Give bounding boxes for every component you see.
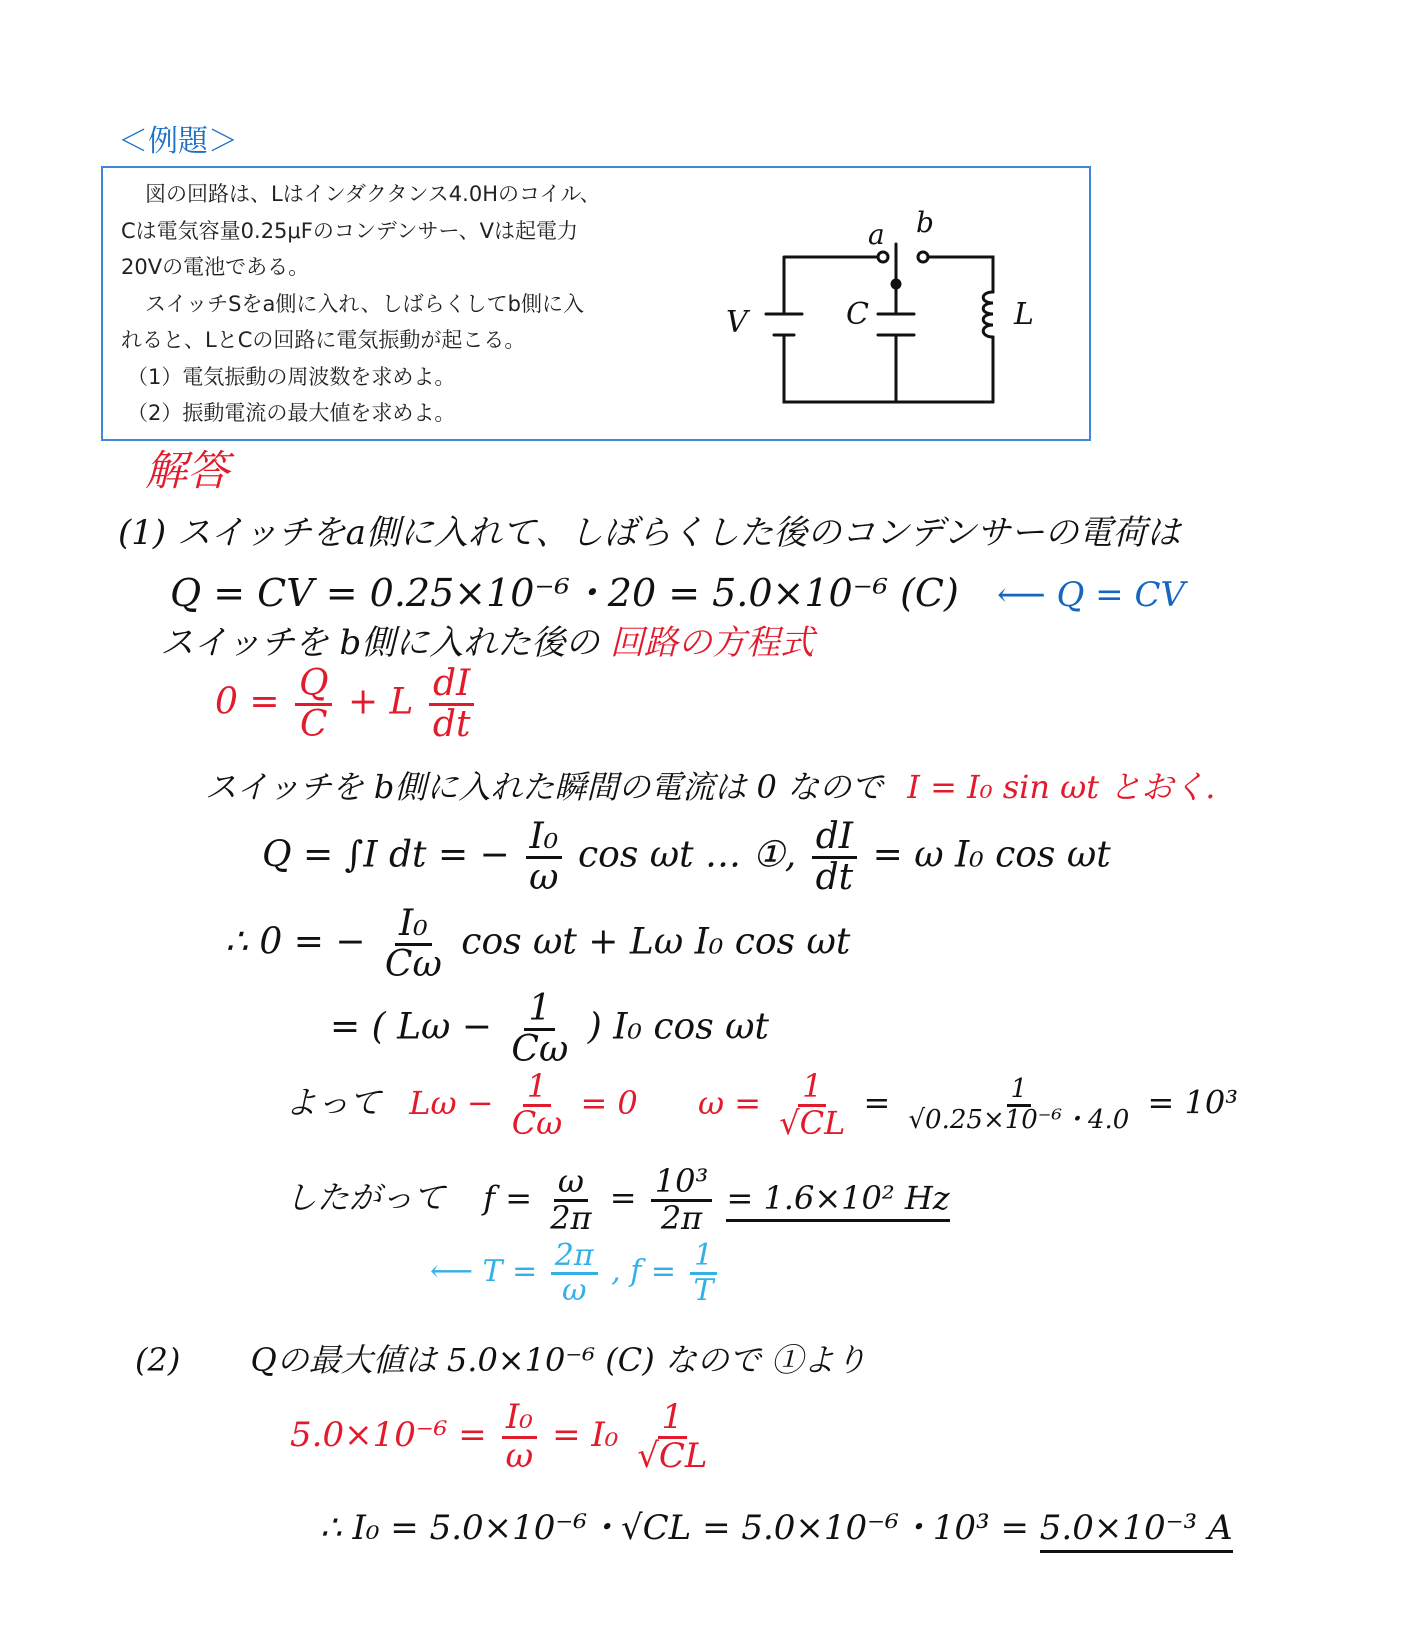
frac-den: Cω — [511, 1028, 569, 1070]
period-b: , f = — [611, 1254, 676, 1289]
fraction-1-over-cw-red — [508, 1067, 567, 1142]
frac-num: 1 — [524, 990, 555, 1031]
frac-num: I₀ — [395, 905, 432, 946]
frac-num: ω — [554, 1165, 588, 1202]
current-assumption: I = I₀ sin ωt とおく. — [907, 768, 1216, 806]
fraction-q-over-c — [295, 665, 333, 744]
fraction-1-over-cw — [507, 990, 572, 1069]
eq7-a: ∴ 0 = − — [225, 921, 366, 963]
eq4-lhs: 0 = — [215, 681, 280, 723]
answer-line-10 — [285, 1162, 950, 1237]
eq6-a: Q = ∫I dt = − — [262, 834, 510, 876]
fraction-2pi-over-w — [551, 1240, 598, 1306]
freq-a: f = — [483, 1178, 533, 1217]
circuit-equation-label: 回路の方程式 — [610, 623, 815, 663]
answer-line-2 — [170, 562, 1185, 617]
eq7-b: cos ωt + Lω I₀ cos ωt — [461, 921, 851, 963]
answer-line-8 — [330, 990, 769, 1069]
frac-num: 2π — [551, 1240, 598, 1275]
circuit-equation-intro: スイッチを b側に入れた後の — [160, 623, 600, 663]
fraction-i0-over-w-red — [502, 1397, 538, 1476]
frac-den: √CL — [637, 1435, 708, 1476]
label-l: L — [1014, 297, 1034, 332]
frac-den: ω — [561, 1272, 587, 1308]
period-a: ⟵ T = — [430, 1254, 538, 1289]
answer-line-1: (1) スイッチをa側に入れて、しばらくした後のコンデンサーの電荷は — [118, 513, 1181, 553]
charge-equation: Q = CV = 0.25×10⁻⁶・20 = 5.0×10⁻⁶ (C) — [170, 571, 959, 615]
frac-num: Q — [295, 665, 333, 706]
answer-line-9 — [285, 1067, 1239, 1142]
frac-den: 2π — [660, 1198, 703, 1237]
fraction-1-over-sqrt-cl — [775, 1067, 849, 1142]
frac-den: Cω — [511, 1103, 563, 1142]
frac-num: 10³ — [651, 1165, 713, 1202]
problem-line-2: Cは電気容量0.25μFのコンデンサー、Vは起電力 — [121, 218, 578, 243]
fraction-i0-over-cw — [381, 905, 446, 984]
eq13-b: = I₀ — [552, 1415, 619, 1456]
fraction-1-over-t — [690, 1240, 718, 1306]
inductor-coil — [983, 292, 993, 337]
omega-formula — [697, 1067, 864, 1142]
fraction-di-dt-2 — [812, 818, 858, 897]
fraction-1e3-over-2pi — [651, 1162, 713, 1237]
answer-line-6 — [262, 818, 1111, 897]
eq4-mid: + L — [347, 681, 414, 723]
problem-line-3: 20Vの電池である。 — [121, 255, 310, 279]
frac-num: 1 — [523, 1070, 551, 1107]
frac-den: ω — [505, 1435, 534, 1476]
therefore-label: よって — [285, 1083, 382, 1122]
terminal-a — [878, 252, 888, 262]
frac-den: T — [693, 1272, 714, 1308]
problem-line-5: れると、LとCの回路に電気振動が起こる。 — [121, 328, 526, 352]
frac-den: 2π — [550, 1198, 592, 1237]
max-current-equation: ∴ I₀ = 5.0×10⁻⁶・√CL = 5.0×10⁻⁶・10³ = — [320, 1508, 1029, 1548]
circuit-wire-left — [784, 257, 993, 402]
frac-num: I₀ — [502, 1400, 537, 1439]
question-2: （2）振動電流の最大値を求めよ。 — [127, 401, 456, 425]
part-2-label: (2) — [135, 1341, 181, 1379]
omega-result: = 10³ — [1147, 1083, 1239, 1122]
omega-eq: = — [863, 1083, 891, 1122]
frac-den: dt — [432, 703, 471, 745]
fraction-1-over-sqrt-cl-red — [633, 1397, 711, 1476]
page-heading: ＜例題＞ — [118, 124, 238, 159]
cond-a: Lω − — [409, 1083, 494, 1122]
frac-den: dt — [815, 856, 854, 898]
answer-line-12 — [135, 1335, 867, 1381]
answer-line-4 — [215, 665, 478, 744]
label-b: b — [916, 206, 934, 239]
fraction-di-dt — [429, 665, 475, 744]
label-v: V — [726, 305, 748, 340]
frac-den: Cω — [384, 943, 442, 985]
label-c: C — [846, 297, 869, 332]
frac-num: 1 — [658, 1400, 688, 1439]
answer-line-5 — [205, 762, 1215, 808]
fraction-i0-over-w — [525, 818, 562, 897]
cond-b: = 0 — [580, 1083, 638, 1122]
answer-line-13 — [290, 1397, 716, 1476]
charge-formula-note: ⟵ Q = CV — [996, 575, 1186, 615]
answer-line-7 — [225, 905, 850, 984]
fraction-omega-value — [904, 1076, 1133, 1134]
max-current-answer: 5.0×10⁻³ A — [1040, 1508, 1233, 1553]
freq-eq: = — [609, 1178, 637, 1217]
eq13-a: 5.0×10⁻⁶ = — [290, 1415, 487, 1456]
problem-box — [101, 166, 1091, 441]
problem-line-1: 図の回路は、Lはインダクタンス4.0Hのコイル、 — [145, 182, 601, 206]
question-1: （1）電気振動の周波数を求めよ。 — [127, 364, 456, 389]
label-a: a — [868, 218, 885, 251]
hence-label: したがって — [285, 1178, 446, 1217]
eq6-c: = ω I₀ cos ωt — [872, 834, 1111, 876]
frac-num: 1 — [798, 1070, 826, 1107]
frac-den: √0.25×10⁻⁶・4.0 — [908, 1104, 1130, 1135]
omega-a: ω = — [697, 1083, 762, 1122]
frac-num: dI — [812, 818, 857, 859]
eq8-a: = ( Lω − — [330, 1006, 492, 1048]
fraction-w-over-2pi — [546, 1162, 595, 1237]
frac-den: C — [299, 703, 328, 745]
answer-line-3 — [160, 615, 814, 664]
initial-current-text: スイッチを b側に入れた瞬間の電流は 0 なので — [205, 768, 884, 806]
answer-title: 解答 — [145, 446, 230, 495]
eq6-b: cos ωt … ①, — [577, 834, 797, 876]
frac-num: I₀ — [526, 818, 563, 859]
frac-num: 1 — [690, 1240, 717, 1275]
problem-line-4: スイッチSをa側に入れ、しばらくしてb側に入 — [145, 291, 584, 316]
problem-text — [121, 176, 681, 432]
frac-den: ω — [529, 856, 559, 898]
frequency-answer: = 1.6×10² Hz — [726, 1179, 949, 1222]
eq8-b: ) I₀ cos ωt — [587, 1006, 769, 1048]
circuit-diagram — [718, 202, 1158, 427]
frac-num: 1 — [1007, 1076, 1032, 1106]
answer-line-14 — [320, 1500, 1233, 1549]
frac-den: √CL — [779, 1103, 846, 1142]
answer-line-11 — [430, 1240, 722, 1306]
max-charge-text: Qの最大値は 5.0×10⁻⁶ (C) なので ①より — [250, 1341, 868, 1379]
frac-num: dI — [429, 665, 474, 706]
